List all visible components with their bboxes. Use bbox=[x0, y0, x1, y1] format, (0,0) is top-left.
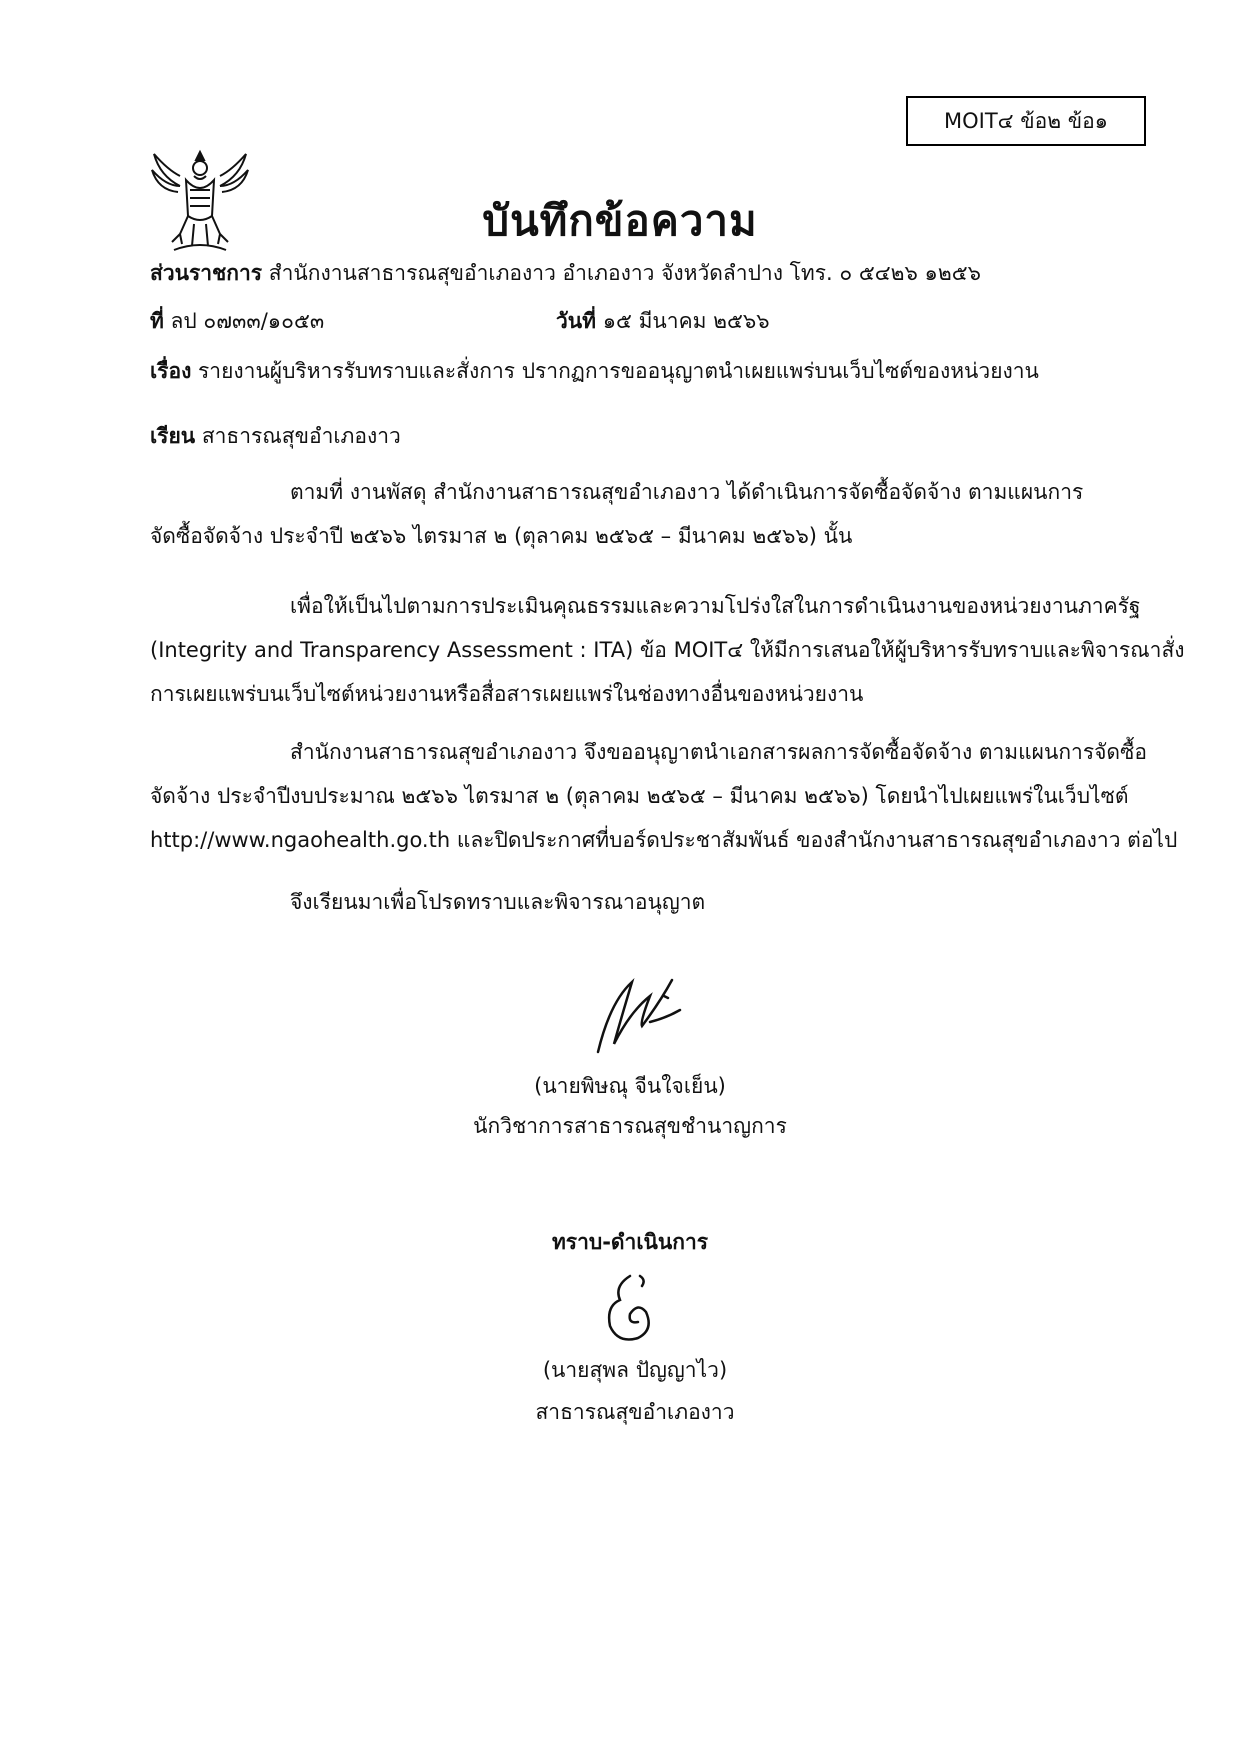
approver-name: (นายสุพล ปัญญาไว) bbox=[542, 1358, 728, 1382]
signer-1-position: นักวิชาการสาธารณสุขชำนาญการ bbox=[473, 1114, 787, 1138]
agency-line bbox=[150, 257, 981, 290]
reference-value: ลป ๐๗๓๓/๑๐๕๓ bbox=[170, 309, 325, 333]
subject-value: รายงานผู้บริหารรับทราบและสั่งการ ปรากฏการขออนุญาตนำเผยแพร่บนเว็บไซต์ของหน่วยงาน bbox=[198, 359, 1039, 383]
paragraph-2-line: (Integrity and Transparency Assessment : ITA) ข้อ MOIT๔ ให้มีการเสนอให้ผู้บริหารรับทราบและพิจารณาสั่ง bbox=[150, 638, 1185, 662]
paragraph-3-line: http://www.ngaohealth.go.th และปิดประกาศที่บอร์ดประชาสัมพันธ์ ของสำนักงานสาธารณสุขอำเภองาว ต่อไป bbox=[150, 828, 1178, 852]
paragraph-1-line: จัดซื้อจัดจ้าง ประจำปี ๒๕๖๖ ไตรมาส ๒ (ตุลาคม ๒๕๖๕ – มีนาคม ๒๕๖๖) นั้น bbox=[150, 524, 853, 548]
paragraph-1 bbox=[150, 470, 1146, 558]
signature-2 bbox=[600, 1270, 670, 1350]
paragraph-3-line: จัดจ้าง ประจำปีงบประมาณ ๒๕๖๖ ไตรมาส ๒ (ตุลาคม ๒๕๖๕ – มีนาคม ๒๕๖๖) โดยนำไปเผยแพร่ในเว็บไซต์ bbox=[150, 784, 1129, 808]
agency-label: ส่วนราชการ bbox=[150, 261, 263, 285]
reference-box bbox=[906, 96, 1146, 146]
date-label: วันที่ bbox=[556, 309, 596, 333]
reference-label: ที่ bbox=[150, 309, 164, 333]
paragraph-2 bbox=[150, 584, 1185, 716]
addressee-label: เรียน bbox=[150, 424, 196, 448]
paragraph-3 bbox=[150, 730, 1178, 862]
date-line bbox=[556, 305, 770, 338]
subject-label: เรื่อง bbox=[150, 359, 192, 383]
paragraph-3-line: สำนักงานสาธารณสุขอำเภองาว จึงขออนุญาตนำเอกสารผลการจัดซื้อจัดจ้าง ตามแผนการจัดซื้อ bbox=[290, 740, 1147, 764]
approver-position: สาธารณสุขอำเภองาว bbox=[535, 1400, 735, 1424]
agency-value: สำนักงานสาธารณสุขอำเภองาว อำเภองาว จังหวัดลำปาง โทร. ๐ ๕๔๒๖ ๑๒๕๖ bbox=[268, 261, 981, 285]
subject-line bbox=[150, 355, 1039, 388]
document-title: บันทึกข้อความ bbox=[482, 196, 758, 245]
signer-1-name: (นายพิษณุ จีนใจเย็น) bbox=[534, 1074, 726, 1098]
approval-label: ทราบ-ดำเนินการ bbox=[551, 1230, 709, 1254]
paragraph-1-line: ตามที่ งานพัสดุ สำนักงานสาธารณสุขอำเภองาว ได้ดำเนินการจัดซื้อจัดจ้าง ตามแผนการ bbox=[290, 480, 1084, 504]
reference-number-line bbox=[150, 305, 324, 338]
date-value: ๑๕ มีนาคม ๒๕๖๖ bbox=[602, 309, 770, 333]
paragraph-2-line: เพื่อให้เป็นไปตามการประเมินคุณธรรมและความโปร่งใสในการดำเนินงานของหน่วยงานภาครัฐ bbox=[290, 594, 1141, 618]
closing-line: จึงเรียนมาเพื่อโปรดทราบและพิจารณาอนุญาต bbox=[290, 890, 706, 914]
addressee-line bbox=[150, 420, 401, 453]
garuda-emblem-icon bbox=[150, 146, 250, 252]
reference-text: MOIT๔ ข้อ๒ ข้อ๑ bbox=[943, 108, 1109, 133]
addressee-value: สาธารณสุขอำเภองาว bbox=[201, 424, 401, 448]
paragraph-2-line: การเผยแพร่บนเว็บไซต์หน่วยงานหรือสื่อสารเผยแพร่ในช่องทางอื่นของหน่วยงาน bbox=[150, 682, 864, 706]
signature-1 bbox=[580, 962, 700, 1062]
